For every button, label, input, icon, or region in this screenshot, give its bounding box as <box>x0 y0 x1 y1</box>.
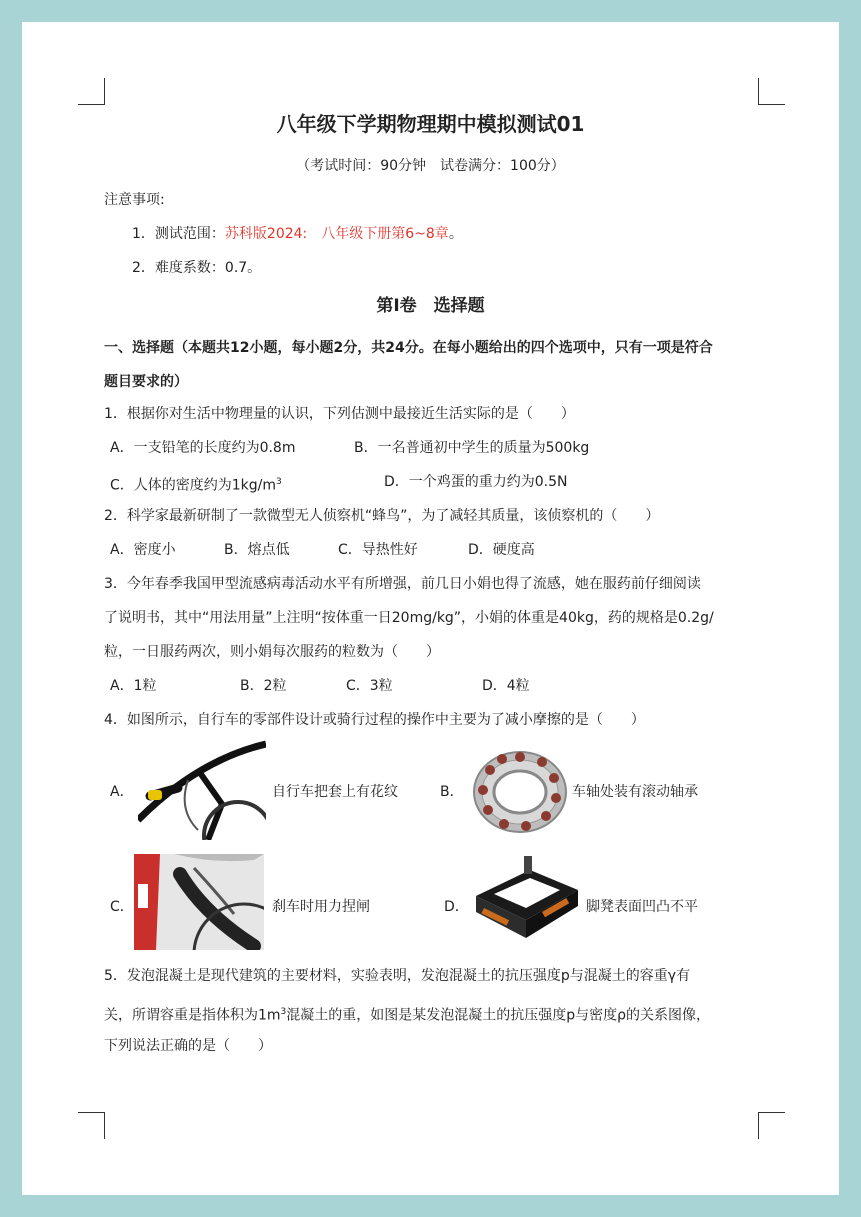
page-title: 八年级下学期物理期中模拟测试01 <box>276 112 585 136</box>
q4-option-c-text: 刹车时用力捏闸 <box>272 899 370 915</box>
q5-line-2-a: 关，所谓容重是指体积为1m <box>104 1007 281 1024</box>
q4-option-a-label: A． <box>110 784 134 800</box>
q4-option-d-label: D． <box>444 899 469 915</box>
q2-option-d: D．硬度高 <box>468 542 535 558</box>
q1-stem: 1．根据你对生活中物理量的认识，下列估测中最接近生活实际的是（ ） <box>104 406 575 422</box>
exam-info: （考试时间：90分钟 试卷满分：100分） <box>296 158 565 174</box>
q4-stem: 4．如图所示，自行车的零部件设计或骑行过程的操作中主要为了减小摩擦的是（ ） <box>104 712 645 728</box>
q4-option-a-text: 自行车把套上有花纹 <box>272 784 398 800</box>
section-title: 第Ⅰ卷 选择题 <box>376 296 485 316</box>
crop-mark-top-left <box>78 78 105 105</box>
notes-item-1-suffix: 。 <box>448 226 463 242</box>
section-instruction-line1: 一、选择题（本题共12小题，每小题2分，共24分。在每小题给出的四个选项中，只有一项是符合 <box>104 340 713 356</box>
q3-line-2: 了说明书，其中“用法用量”上注明“按体重一日20mg/kg”，小娟的体重是40kg，药的规格是0.2g/ <box>104 610 714 626</box>
q2-option-b: B．熔点低 <box>224 542 290 558</box>
q2-option-c: C．导热性好 <box>338 542 418 558</box>
q3-option-b: B．2粒 <box>240 678 287 694</box>
crop-mark-top-right <box>758 78 785 105</box>
notes-item-1-prefix: 1．测试范围： <box>132 226 225 242</box>
q1-option-c <box>110 472 282 496</box>
q5-line-3: 下列说法正确的是（ ） <box>104 1038 272 1054</box>
q3-line-3: 粒，一日服药两次，则小娟每次服药的粒数为（ ） <box>104 644 440 660</box>
brake-lever-image <box>134 854 264 950</box>
pedal-image <box>470 856 582 952</box>
crop-mark-bottom-right <box>758 1112 785 1139</box>
q3-option-c: C．3粒 <box>346 678 393 694</box>
q1-option-c-sup: 3 <box>276 477 282 487</box>
q5-line-2-b: 混凝土的重，如图是某发泡混凝土的抗压强度p与密度ρ的关系图像， <box>286 1007 711 1024</box>
notes-heading: 注意事项: <box>104 192 165 208</box>
notes-item-1-scope: 苏科版2024: 八年级下册第6~8章 <box>224 226 449 242</box>
q1-option-b: B．一名普通初中学生的质量为500kg <box>354 440 590 456</box>
q5-line-1: 5．发泡混凝土是现代建筑的主要材料，实验表明，发泡混凝土的抗压强度p与混凝土的容重γ有 <box>104 968 691 984</box>
notes-item-2: 2．难度系数：0.7。 <box>132 260 262 276</box>
q3-option-a: A．1粒 <box>110 678 157 694</box>
q5-line-2 <box>104 1002 710 1026</box>
q2-stem: 2．科学家最新研制了一款微型无人侦察机“蜂鸟”，为了减轻其质量，该侦察机的（ ） <box>104 508 660 524</box>
q3-option-d: D．4粒 <box>482 678 530 694</box>
notes-item-1 <box>132 224 463 244</box>
q4-option-b-label: B． <box>440 784 464 800</box>
q4-option-d-text: 脚凳表面凹凸不平 <box>586 899 698 915</box>
q2-option-a: A．密度小 <box>110 542 176 558</box>
q4-option-b-text: 车轴处装有滚动轴承 <box>572 784 698 800</box>
q1-option-d: D．一个鸡蛋的重力约为0.5N <box>384 474 568 490</box>
q3-line-1: 3．今年春季我国甲型流感病毒活动水平有所增强，前几日小娟也得了流感，她在服药前仔细阅读 <box>104 576 701 592</box>
q5-line-2-sup: 3 <box>280 1007 287 1017</box>
crop-mark-bottom-left <box>78 1112 105 1139</box>
ball-bearing-image <box>468 740 570 840</box>
q4-option-c-label: C． <box>110 899 134 915</box>
section-instruction-line2: 题目要求的） <box>104 374 188 390</box>
q1-option-c-text: C．人体的密度约为1kg/m <box>110 477 277 494</box>
handlebar-grip-image <box>138 740 266 840</box>
q1-option-a: A．一支铅笔的长度约为0.8m <box>110 440 296 456</box>
